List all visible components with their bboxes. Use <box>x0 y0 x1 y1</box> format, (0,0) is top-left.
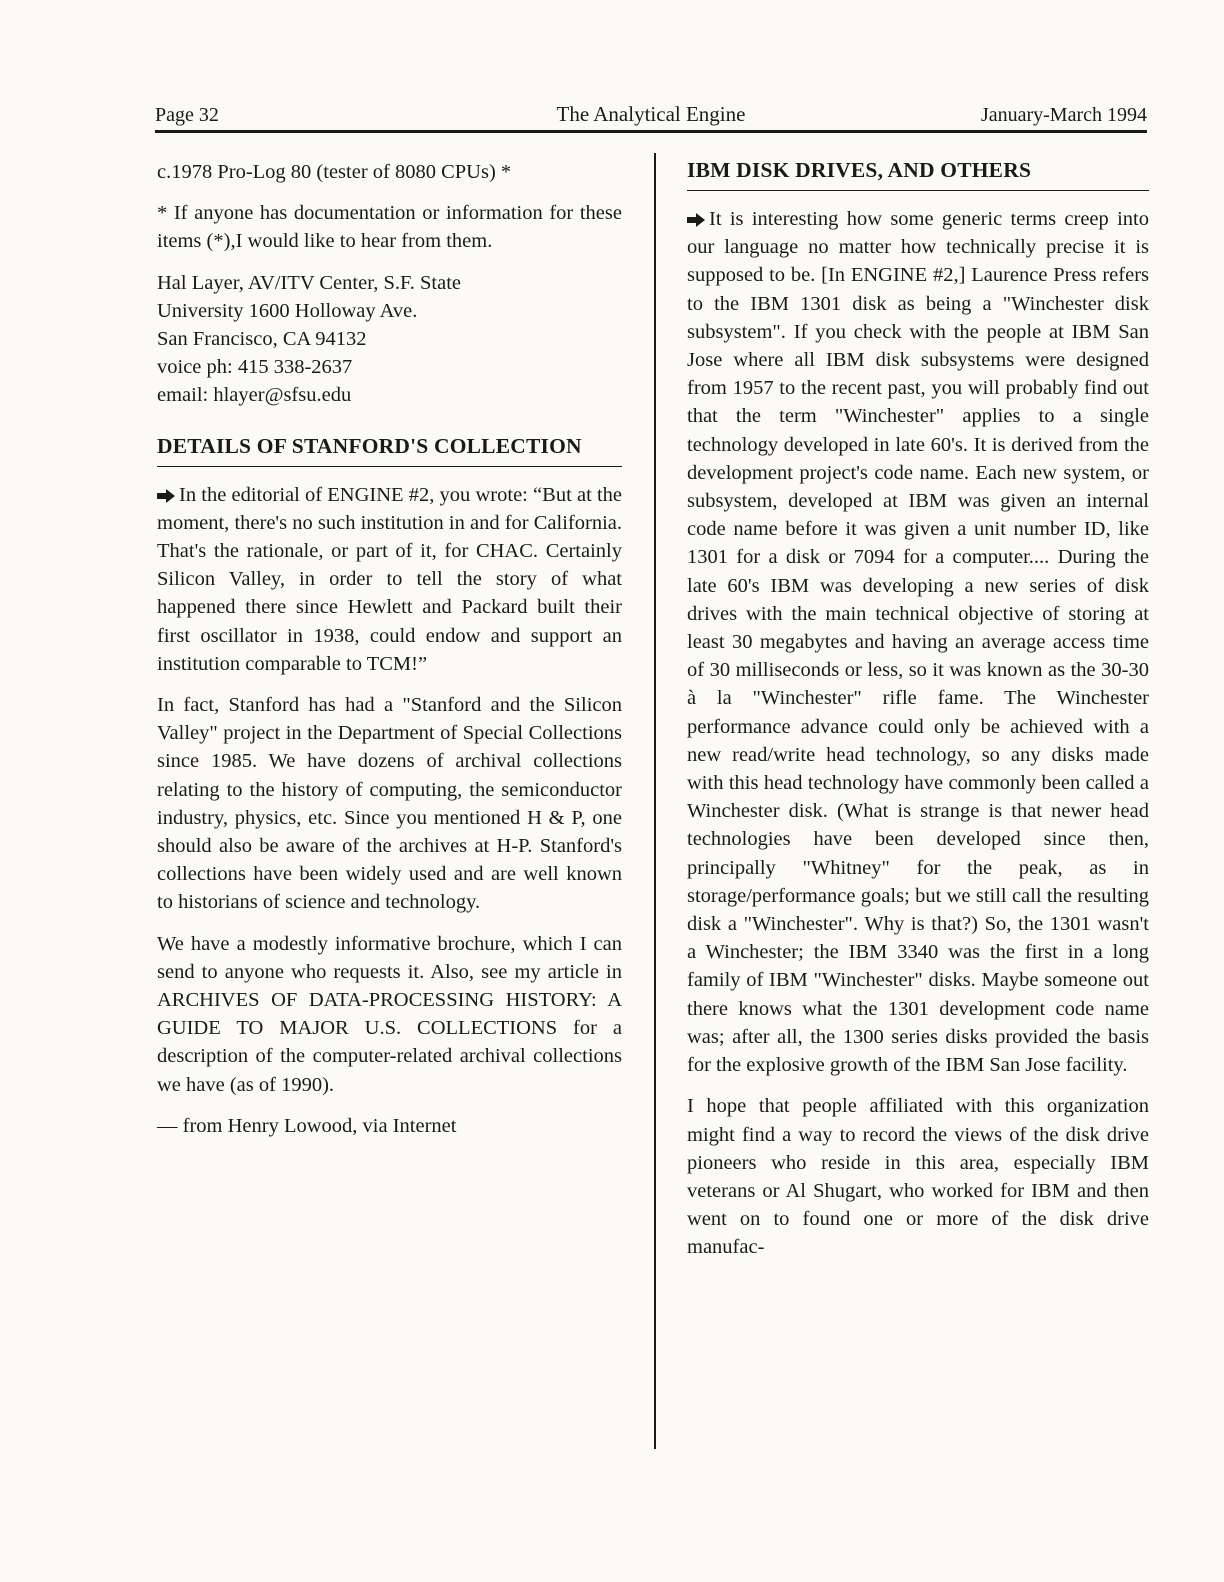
arrow-icon <box>687 205 709 233</box>
arrow-icon <box>157 481 179 509</box>
section-heading-stanford: DETAILS OF STANFORD'S COLLECTION <box>157 432 622 467</box>
paragraph-text: In the editorial of ENGINE #2, you wrote: “But at the moment, there's no such institution in and for California. That's the rationale, or part of it, for CHAC. Certainly Silicon Valley, in order to tell the story of what happened there since Hewlett and Packard built their first oscillator in 1938, could endow and support an institution comparable to TCM!” <box>157 483 622 675</box>
item-line: c.1978 Pro-Log 80 (tester of 8080 CPUs) * <box>157 161 512 183</box>
address-line: San Francisco, CA 94132 <box>157 328 367 351</box>
paragraph: We have a modestly informative brochure, which I can send to anyone who requests it. Also, see my article in ARCHIVES OF DATA-PROCESSING HISTORY: A GUIDE TO MAJOR U.S. COLLECTIONS for a description of the computer-related archival collections we have (as of 1990). <box>157 932 622 1096</box>
header-rule <box>155 130 1147 133</box>
signature: — from Henry Lowood, via Internet <box>157 1114 457 1137</box>
address-line: Hal Layer, AV/ITV Center, S.F. State <box>157 271 461 294</box>
address-line: University 1600 Holloway Ave. <box>157 299 418 322</box>
paragraph: I hope that people affiliated with this organization might find a way to record the views of the disk drive pioneers who reside in this area, especially IBM veterans or Al Shugart, who worked for IBM and then went on to found one or more of the disk drive manufac- <box>687 1095 1149 1259</box>
right-column <box>687 156 1149 1275</box>
page-number: Page 32 <box>155 104 219 126</box>
paragraph: In fact, Stanford has had a "Stanford and the Silicon Valley" project in the Department of Special Collections since 1985. We have dozens of archival collections relating to the history of computing, the semiconductor industry, physics, etc. Since you mentioned H & P, one should also be aware of the archives at H-P. Stanford's collections have been widely used and are well known to historians of science and technology. <box>157 694 622 914</box>
footnote: * If anyone has documentation or information for these items (*),I would like to hear from them. <box>157 202 622 253</box>
left-column <box>157 158 622 1153</box>
paragraph <box>687 205 1149 1079</box>
column-divider <box>654 153 656 1449</box>
issue-date: January-March 1994 <box>980 104 1147 126</box>
contact-address <box>157 269 622 410</box>
paragraph-text: It is interesting how some generic terms creep into our language no matter how technically precise it is supposed to be. [In ENGINE #2,] Laurence Press refers to the IBM 1301 disk as being a "Winchester disk subsystem". If you check with the people at IBM San Jose where all IBM disk subsystems were designed from 1957 to the recent past, you will probably find out that the term "Winchester" applies to a single technology developed in late 60's. It is derived from the development project's code name. Each new system, or subsystem, developed at IBM was given an internal code name before it was given a unit number ID, like 1301 for a disk or 7094 for a computer.... During the late 60's IBM was developing a new series of disk drives with the main technical objective of storing at least 30 megabytes and having an average access time of 30 milliseconds or less, so it was known as the 30-30 à la "Winchester" rifle fame. The Winchester performance advance could only be achieved with a new read/write head technology, so any disks made with this head technology have commonly been called a Winchester disk. (What is strange is that newer head technologies have been developed since then, principally "Whitney" for the peak, as in storage/performance goals; but we still call the resulting disk a "Winchester". Why is that?) So, the 1301 wasn't a Winchester; the IBM 3340 was the first in a long family of IBM "Winchester" disks. Maybe someone out there knows what the 1301 development code name was; after all, the 1300 series disks provided the basis for the explosive growth of the IBM San Jose facility. <box>687 208 1149 1077</box>
section-heading-ibm: IBM DISK DRIVES, AND OTHERS <box>687 156 1149 191</box>
publication-title: The Analytical Engine <box>556 102 746 126</box>
page-header <box>155 102 1147 130</box>
paragraph <box>157 481 622 678</box>
address-line: email: hlayer@sfsu.edu <box>157 384 352 407</box>
address-line: voice ph: 415 338-2637 <box>157 356 353 379</box>
